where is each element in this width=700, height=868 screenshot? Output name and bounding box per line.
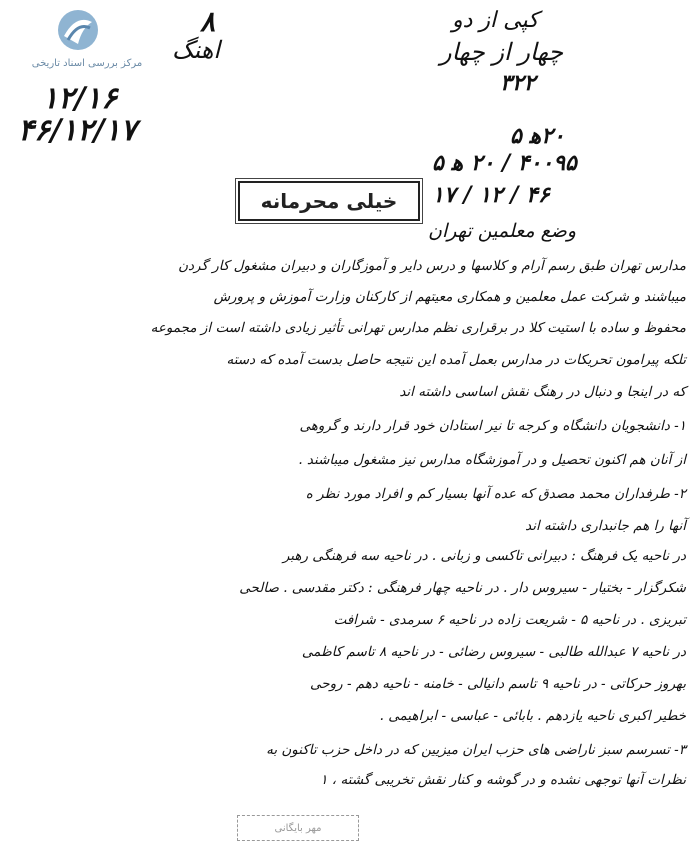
body-line: تلکه پیرامون تحریکات در مدارس بعمل آمده این نتیجه حاصل بدست آمده که دسته bbox=[226, 352, 686, 368]
body-line: نظرات آنها توجهی نشده و در گوشه و کنار نقش تخریبی گشته ، ۱ bbox=[320, 772, 686, 788]
header-copy-line: کپی از دو bbox=[452, 8, 539, 33]
body-line: بهروز حرکاتی - در ناحیه ۹ تاسم دانیالی - خامنه - ناحیه دهم - روحی bbox=[310, 676, 686, 692]
body-line: آنها را هم جانبداری داشته اند bbox=[525, 518, 686, 534]
body-line: مدارس تهران طبق رسم آرام و کلاسها و درس دایر و آموزگاران و دبیران مشغول کار گردن bbox=[178, 258, 686, 274]
ref-code-1: ۲۰ه‍ ۵ bbox=[510, 123, 565, 149]
body-line: ۱- دانشجویان دانشگاه و کرجه تا نیر استادان خود قرار دارند و گروهی bbox=[299, 418, 686, 434]
body-line: خطیر اکبری ناحیه یازدهم . بابائی - عباسی - ابراهیمی . bbox=[379, 708, 686, 724]
header-page-line: چهار از چهار bbox=[440, 38, 564, 66]
body-line: شکرگزار - بختیار - سیروس دار . در ناحیه چهار فرهنگی : دکتر مقدسی . صالحی bbox=[239, 580, 686, 596]
archive-logo-text: مرکز بررسی اسناد تاریخی bbox=[31, 58, 143, 69]
body-line: در ناحیه یک فرهنگ : دبیرانی تاکسی و زبانی . در ناحیه سه فرهنگی رهبر bbox=[282, 548, 686, 564]
classification-stamp: خیلی محرمانه bbox=[238, 181, 420, 221]
body-line: در ناحیه ۷ عبدالله طالبی - سیروس رضائی - در ناحیه ۸ تاسم کاظمی bbox=[301, 644, 686, 660]
archive-logo-icon bbox=[8, 6, 98, 62]
archive-stamp: مهر بایگانی bbox=[237, 815, 359, 841]
subject-line: وضع معلمین تهران bbox=[428, 220, 577, 242]
body-line: تبریزی . در ناحیه ۵ - شریعت زاده در ناحیه ۶ سرمدی - شرافت bbox=[333, 612, 686, 628]
ref-date: ۴۶ / ۱۲ / ۱۷ bbox=[432, 182, 550, 208]
left-number: ۸ bbox=[200, 5, 216, 38]
body-line: که در اینجا و دنبال در رهنگ نقش اساسی داشته اند bbox=[399, 384, 686, 400]
body-line: محفوظ و ساده با استیت کلا در برقراری نظم مدارس تهرانی تأثیر زیادی داشته است از مجموعه bbox=[150, 320, 686, 336]
header-number: ۳۲۲ bbox=[500, 70, 536, 96]
archive-logo bbox=[8, 6, 158, 76]
body-line: ۲- طرفداران محمد مصدق که عده آنها بسیار کم و افراد مورد نظر ه bbox=[305, 486, 686, 502]
body-line: میباشند و شرکت عمل معلمین و همکاری معیتهم از کارکنان وزارت آموزش و پرورش bbox=[213, 289, 686, 305]
body-line: از آنان هم اکنون تحصیل و در آموزشگاه مدارس نیز مشغول میباشند . bbox=[298, 452, 686, 468]
left-word: اهنگ bbox=[172, 36, 221, 64]
ref-code-2: ۴۰۰۹۵ / ۲۰ ه‍ ۵ bbox=[432, 150, 577, 176]
body-line: ۳- تسرسم سبز ناراضی های حزب ایران میزیین که در داخل حزب تاکنون به bbox=[266, 742, 686, 758]
left-date-2: ۴۶/۱۲/۱۷ bbox=[18, 113, 137, 148]
left-date-1: ۱۲/۱۶ bbox=[42, 81, 118, 116]
